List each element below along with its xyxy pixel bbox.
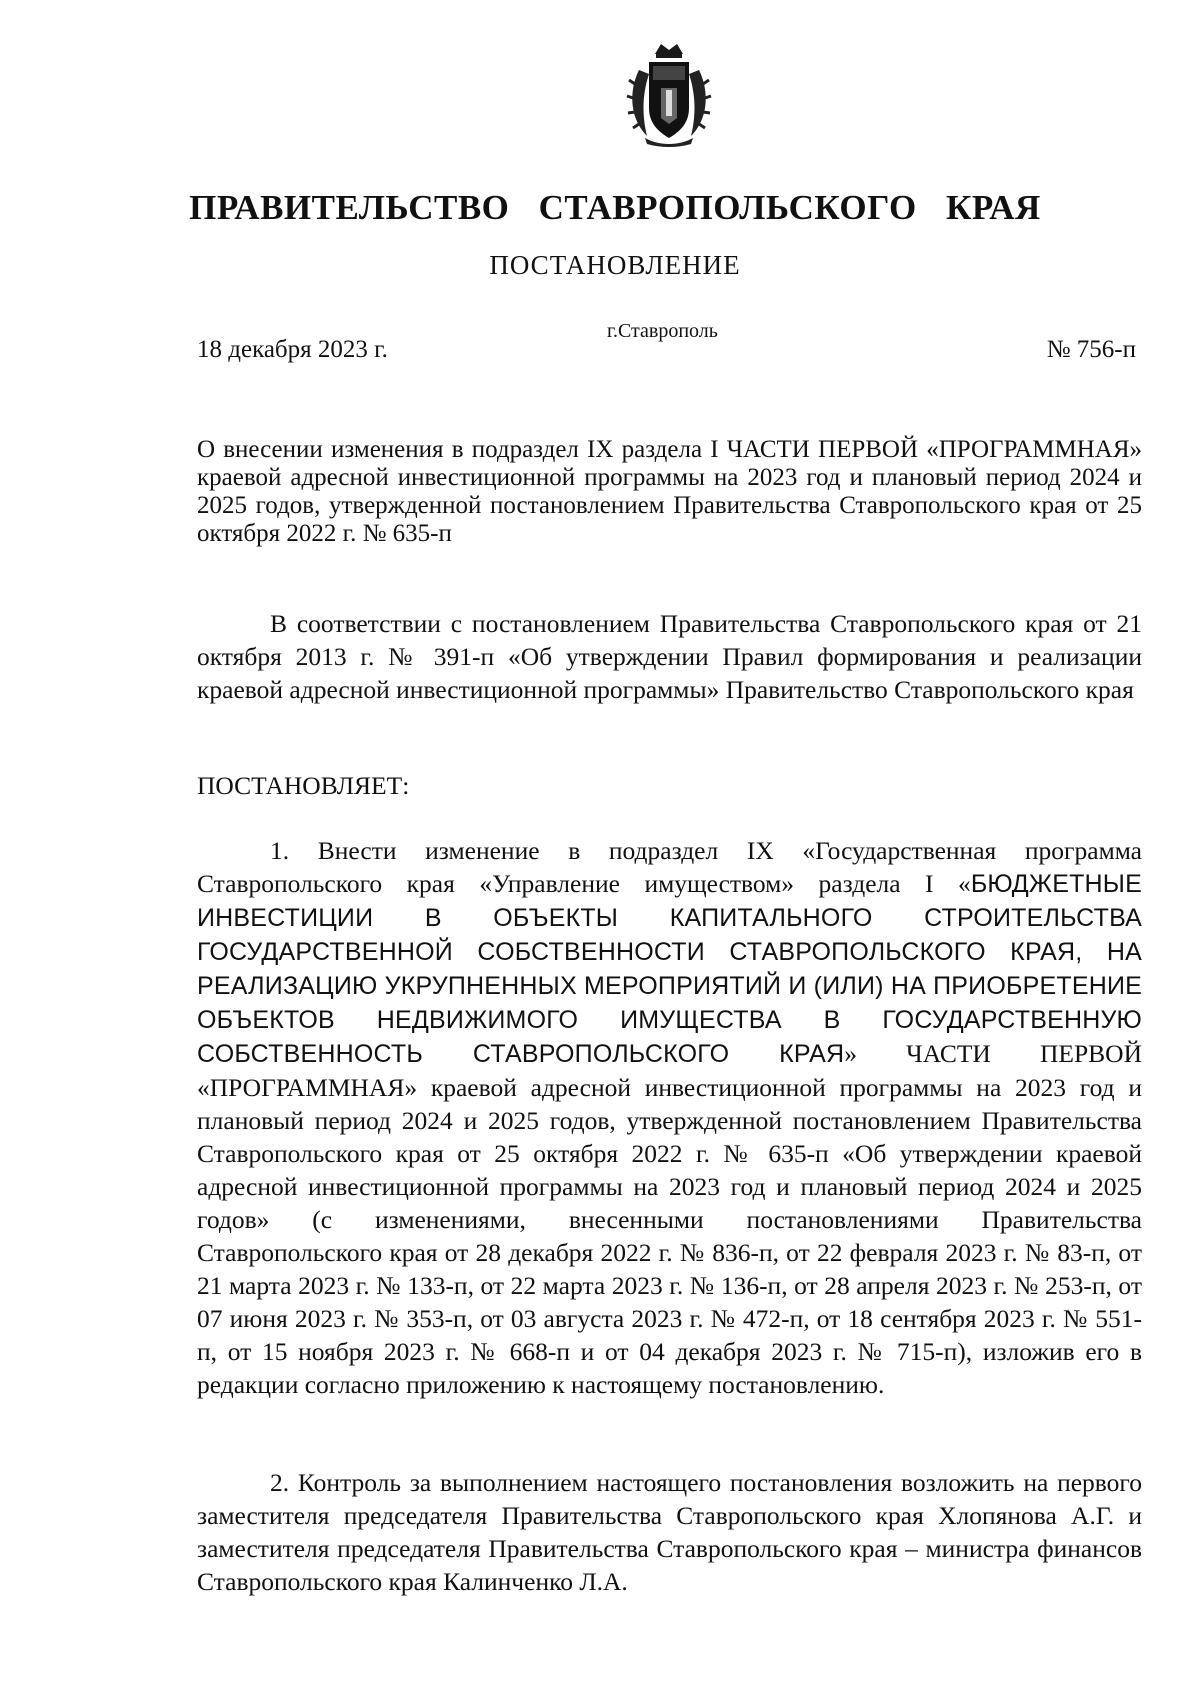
item-2-paragraph [197,1466,1142,1598]
item-1-text-end: » ЧАСТИ ПЕРВОЙ «ПРОГРАММНАЯ» краевой адресной инвестиционной программы на 2023 год и плановый период 2024 и 2025 годов, утвержденной постановлением Правительства Ставропольского края от 25 октября 2022 г. № 635-п «Об утверждении краевой адресной инвестиционной программы на 2023 год и плановый период 2024 и 2025 годов» (с изменениями, внесенными постановлениями Правительства Ставропольского края от 28 декабря 2022 г. № 836-п, от 22 февраля 2023 г. № 83-п, от 21 марта 2023 г. № 133-п, от 22 марта 2023 г. № 136-п, от 28 апреля 2023 г. № 253-п, от 07 июня 2023 г. № 353-п, от 03 августа 2023 г. № 472-п, от 18 сентября 2023 г. № 551-п, от 15 ноября 2023 г. № 668-п и от 04 декабря 2023 г. № 715-п), изложив его в редакции согласно приложению к настоящему постановлению. [197,1039,1142,1399]
coat-of-arms-icon [625,40,713,148]
document-type: ПОСТАНОВЛЕНИЕ [489,250,741,280]
item-1-section-title: БЮДЖЕТНЫЕ ИНВЕСТИЦИИ В ОБЪЕКТЫ КАПИТАЛЬНОГО СТРОИТЕЛЬСТВА ГОСУДАРСТВЕННОЙ СОБСТВЕННОСТИ СТАВРОПОЛЬСКОГО КРАЯ, НА РЕАЛИЗАЦИЮ УКРУПНЕННЫХ МЕРОПРИЯТИЙ И (ИЛИ) НА ПРИОБРЕТЕНИЕ ОБЪЕКТОВ НЕДВИЖИМОГО ИМУЩЕСТВА В ГОСУДАРСТВЕННУЮ СОБСТВЕННОСТЬ СТАВРОПОЛЬСКОГО КРАЯ [197,870,1142,1068]
government-title: ПРАВИТЕЛЬСТВО СТАВРОПОЛЬСКОГО КРАЯ [189,188,1041,227]
document-city: г.Ставрополь [607,320,718,342]
document-subject: О внесении изменения в подраздел IX раздела I ЧАСТИ ПЕРВОЙ «ПРОГРАММНАЯ» краевой адресной инвестиционной программы на 2023 год и плановый период 2024 и 2025 годов, утвержденной постановлением Правительства Ставропольского края от 25 октября 2022 г. № 635-п [197,436,1142,547]
basis-text: В соответствии с постановлением Правительства Ставропольского края от 21 октября 2013 г. № 391-п «Об утверждении Правил формирования и реализации краевой адресной инвестиционной программы» Правительство Ставропольского края [197,609,1142,704]
document-number: № 756-п [1046,336,1136,363]
item-1-paragraph [197,834,1142,1401]
basis-paragraph [197,607,1142,706]
item-2-text: 2. Контроль за выполнением настоящего постановления возложить на первого заместителя председателя Правительства Ставропольского края Хлопянова А.Г. и заместителя председателя Правительства Ставропольского края – министра финансов Ставропольского края Калинченко Л.А. [197,1468,1142,1596]
item-1-text-start: 1. Внести изменение в подраздел IX «Государственная программа Ставропольского края «Управление имуществом» раздела I « [197,836,1142,898]
resolves-heading: ПОСТАНОВЛЯЕТ: [197,771,410,800]
document-date: 18 декабря 2023 г. [197,336,388,363]
